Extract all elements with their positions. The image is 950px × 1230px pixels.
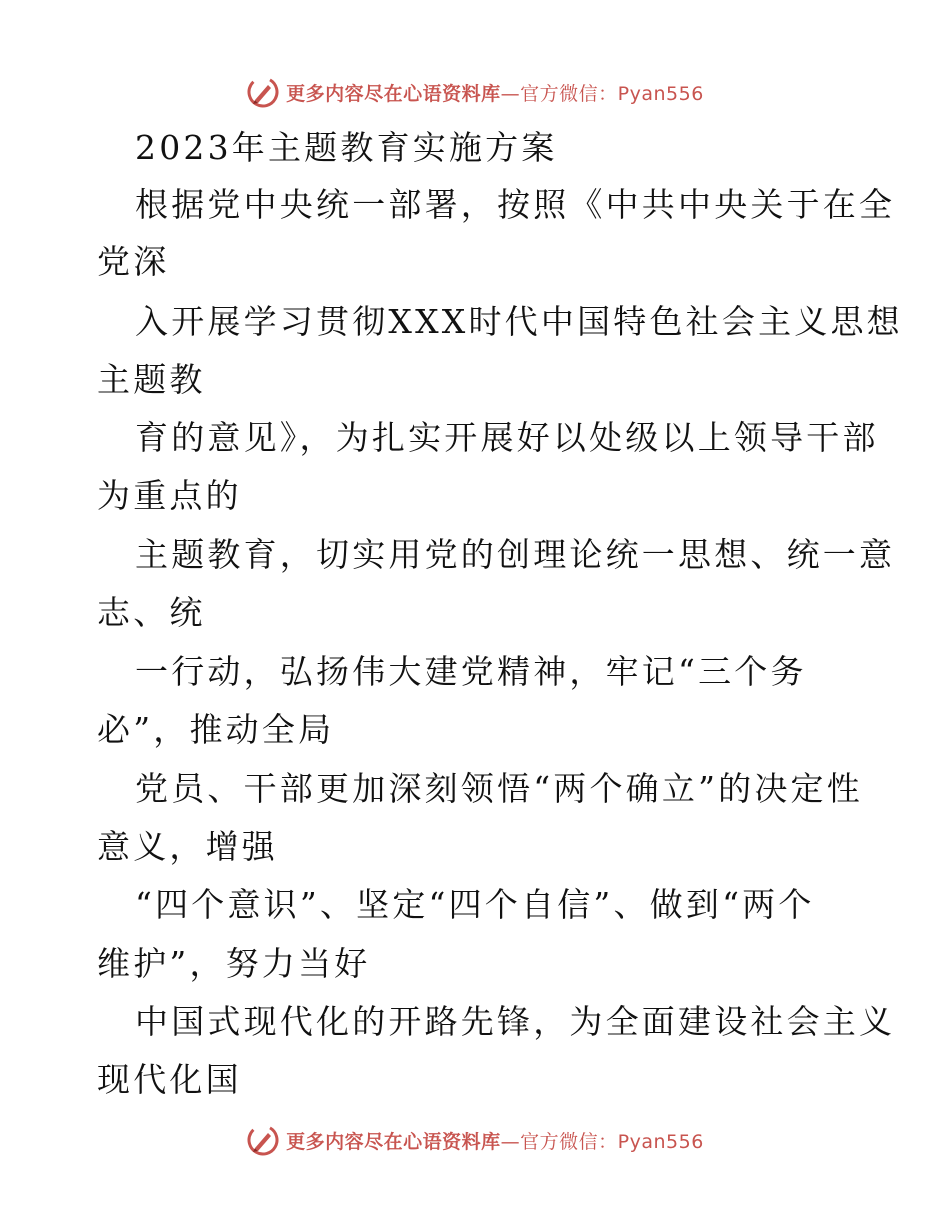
- paragraph-line: 志、统: [97, 593, 206, 632]
- paragraph-line: 意义，增强: [97, 827, 278, 866]
- paragraph-line: 育的意见》，为扎实开展好以处级以上领导干部: [135, 418, 879, 457]
- watermark-contact-text: 官方微信：Pyan556: [520, 1130, 704, 1153]
- paragraph-line: 维护”，努力当好: [97, 944, 371, 983]
- paragraph-line: 中国式现代化的开路先锋，为全面建设社会主义: [135, 1002, 896, 1041]
- watermark-main-text: 更多内容尽在心语资料库: [286, 1130, 501, 1153]
- paragraph-line: 为重点的: [97, 476, 242, 515]
- paragraph-line: 必”，推动全局: [97, 710, 335, 749]
- document-title: 2023年主题教育实施方案: [135, 128, 558, 167]
- watermark-header: [0, 72, 950, 112]
- paragraph-line: 主题教育，切实用党的创理论统一思想、统一意: [135, 535, 896, 574]
- watermark-footer: [0, 1120, 950, 1160]
- paragraph-line: 党员、干部更加深刻领悟“两个确立”的决定性: [135, 769, 863, 808]
- watermark-main-text: 更多内容尽在心语资料库: [286, 82, 501, 105]
- paragraph-line: 党深: [97, 242, 170, 281]
- paragraph-line: 现代化国: [97, 1060, 242, 1099]
- pen-logo-icon: [246, 1123, 280, 1157]
- paragraph-line: 一行动，弘扬伟大建党精神，牢记“三个务: [135, 652, 807, 691]
- paragraph-line: 根据党中央统一部署，按照《中共中央关于在全: [135, 185, 896, 224]
- paragraph-line: “四个意识”、坚定“四个自信”、做到“两个: [135, 885, 815, 924]
- paragraph-line: 入开展学习贯彻XXX时代中国特色社会主义思想: [135, 302, 903, 341]
- paragraph-line: 主题教: [97, 360, 206, 399]
- watermark-separator: —: [500, 1130, 521, 1153]
- watermark-contact-text: 官方微信：Pyan556: [520, 82, 704, 105]
- pen-logo-icon: [246, 75, 280, 109]
- watermark-separator: —: [500, 82, 521, 105]
